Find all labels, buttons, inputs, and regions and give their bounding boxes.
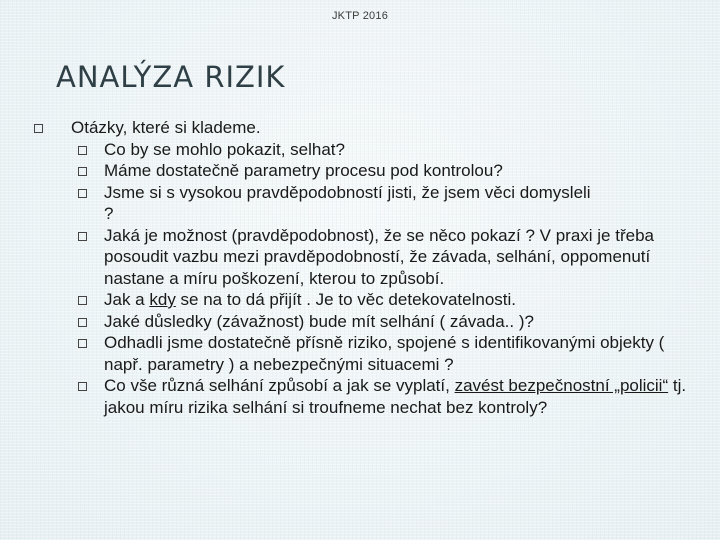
question-text: Odhadli jsme dostatečně přísně riziko, spojené s identifikovanými objekty ( např. parametry ) a nebezpečnými situacemi ? xyxy=(104,333,665,374)
question-text-underlined: kdy xyxy=(149,290,176,309)
question-item-8 xyxy=(34,375,694,418)
slide-title: ANALÝZA RIZIK xyxy=(56,60,286,94)
question-item-1 xyxy=(34,139,694,161)
question-text-after: tj. jakou míru rizika selhání si troufneme nechat bez kontroly? xyxy=(104,376,687,417)
square-bullet-icon xyxy=(78,318,87,327)
question-text: Co by se mohlo pokazit, selhat? xyxy=(104,139,345,159)
question-text-underlined: zavést bezpečnostní „policii“ xyxy=(454,376,669,395)
question-text-before: Co vše různá selhání způsobí a jak se vyplatí, xyxy=(104,376,455,395)
square-bullet-icon xyxy=(78,167,87,176)
question-text-before: Jak a xyxy=(104,290,150,309)
question-item-4 xyxy=(34,225,694,290)
question-text: Máme dostatečně parametry procesu pod kontrolou? xyxy=(104,161,503,180)
question-text: Jaká je možnost (pravděpodobnost), že se něco pokazí ? V praxi je třeba posoudit vazbu mezi pravděpodobností, že závada, selhání, oppomenutí nastane a míru poškození, kterou to způsobí. xyxy=(104,225,654,288)
question-item-3 xyxy=(34,182,694,225)
slide-content xyxy=(34,117,694,418)
square-bullet-icon xyxy=(78,296,87,305)
square-bullet-icon xyxy=(78,189,87,198)
square-bullet-icon xyxy=(78,382,87,391)
question-item-7 xyxy=(34,332,694,375)
question-item-2 xyxy=(34,160,694,182)
square-bullet-icon xyxy=(78,232,87,241)
question-text-line2: ? xyxy=(104,204,114,223)
square-bullet-icon xyxy=(78,339,87,348)
question-text-line1: Jsme si s vysokou pravděpodobností jisti, že jsem věci domysleli xyxy=(104,182,591,202)
square-bullet-icon xyxy=(34,124,43,133)
square-bullet-icon xyxy=(78,146,87,155)
question-text-after: se na to dá přijít . Je to věc detekovatelnosti. xyxy=(175,290,517,309)
intro-item xyxy=(34,117,694,139)
intro-text: Otázky, které si klademe. xyxy=(71,118,261,137)
question-text: Jaké důsledky (závažnost) bude mít selhání ( závada.. )? xyxy=(104,311,534,331)
question-item-6 xyxy=(34,311,694,333)
header-tag: JKTP 2016 xyxy=(331,10,389,22)
question-item-5 xyxy=(34,289,694,311)
